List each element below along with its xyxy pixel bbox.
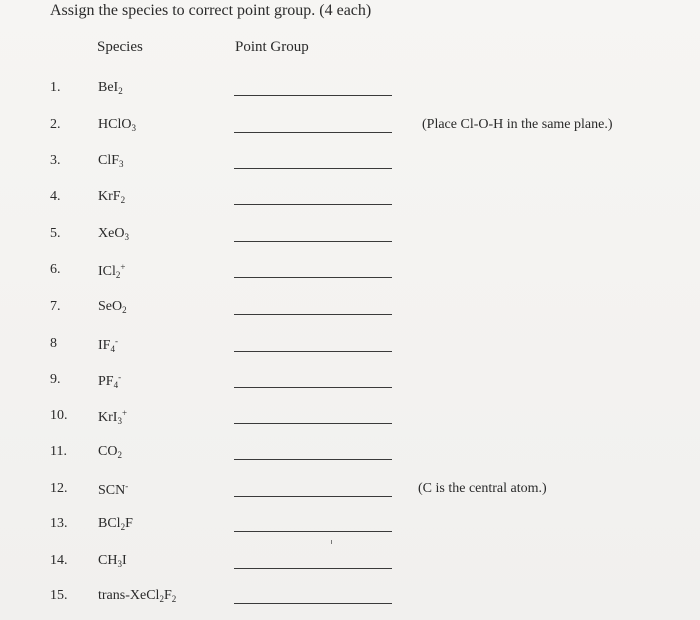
question-row	[0, 516, 700, 536]
pen-mark	[331, 540, 332, 544]
species-formula: $CO_2$	[98, 444, 122, 460]
species-formula: $CH_3I$	[98, 553, 127, 569]
question-number: 13.	[50, 516, 68, 531]
point-group-answer-line[interactable]	[234, 496, 392, 497]
question-row	[0, 153, 700, 173]
species-formula: SCN-	[98, 481, 129, 498]
question-row	[0, 262, 700, 282]
species-formula: HClO$_3$	[98, 117, 136, 133]
question-row	[0, 408, 700, 428]
species-formula: KrI$_3$+	[98, 408, 128, 426]
point-group-answer-line[interactable]	[234, 277, 392, 278]
question-row	[0, 444, 700, 464]
point-group-answer-line[interactable]	[234, 423, 392, 424]
question-number: 11.	[50, 444, 67, 459]
species-formula: SeO$_2$	[98, 299, 127, 315]
question-number: 15.	[50, 588, 68, 603]
question-number: 10.	[50, 408, 68, 423]
species-formula: trans-$XeCl_2F_2$	[98, 588, 177, 604]
question-row	[0, 80, 700, 100]
question-row	[0, 226, 700, 246]
question-row	[0, 553, 700, 573]
point-group-answer-line[interactable]	[234, 314, 392, 315]
point-group-answer-line[interactable]	[234, 168, 392, 169]
point-group-answer-line[interactable]	[234, 568, 392, 569]
point-group-answer-line[interactable]	[234, 132, 392, 133]
question-number: 3.	[50, 153, 61, 168]
species-column-header: Species	[97, 39, 143, 55]
question-number: 9.	[50, 372, 61, 387]
species-formula: $PF_4^-$	[98, 372, 122, 390]
point-group-answer-line[interactable]	[234, 459, 392, 460]
question-number: 4.	[50, 189, 61, 204]
question-number: 5.	[50, 226, 61, 241]
question-note: (Place Cl-O-H in the same plane.)	[422, 117, 613, 132]
species-formula: XeO$_3$	[98, 226, 129, 242]
species-formula: BCl$_2$F	[98, 516, 133, 532]
point-group-answer-line[interactable]	[234, 531, 392, 532]
question-row	[0, 299, 700, 319]
question-row	[0, 481, 700, 501]
question-row	[0, 117, 700, 137]
question-row	[0, 336, 700, 356]
point-group-answer-line[interactable]	[234, 204, 392, 205]
point-group-answer-line[interactable]	[234, 351, 392, 352]
species-formula: ClF$_3$	[98, 153, 124, 169]
question-number: 6.	[50, 262, 61, 277]
question-row	[0, 372, 700, 392]
species-formula: KrF$_2$	[98, 189, 126, 205]
question-number: 7.	[50, 299, 61, 314]
question-row	[0, 588, 700, 608]
question-row	[0, 189, 700, 209]
point-group-answer-line[interactable]	[234, 603, 392, 604]
point-group-column-header: Point Group	[235, 39, 309, 55]
question-number: 14.	[50, 553, 68, 568]
point-group-answer-line[interactable]	[234, 241, 392, 242]
species-formula: BeI$_2$	[98, 80, 123, 96]
question-note: (C is the central atom.)	[418, 481, 547, 496]
point-group-answer-line[interactable]	[234, 387, 392, 388]
question-number: 8	[50, 336, 57, 351]
page-title: Assign the species to correct point group. (4 each)	[50, 2, 372, 19]
question-number: 2.	[50, 117, 61, 132]
point-group-answer-line[interactable]	[234, 95, 392, 96]
species-formula: ICl$_2$+	[98, 262, 126, 280]
species-formula: $IF_4^-$	[98, 336, 118, 354]
question-number: 12.	[50, 481, 68, 496]
question-number: 1.	[50, 80, 61, 95]
